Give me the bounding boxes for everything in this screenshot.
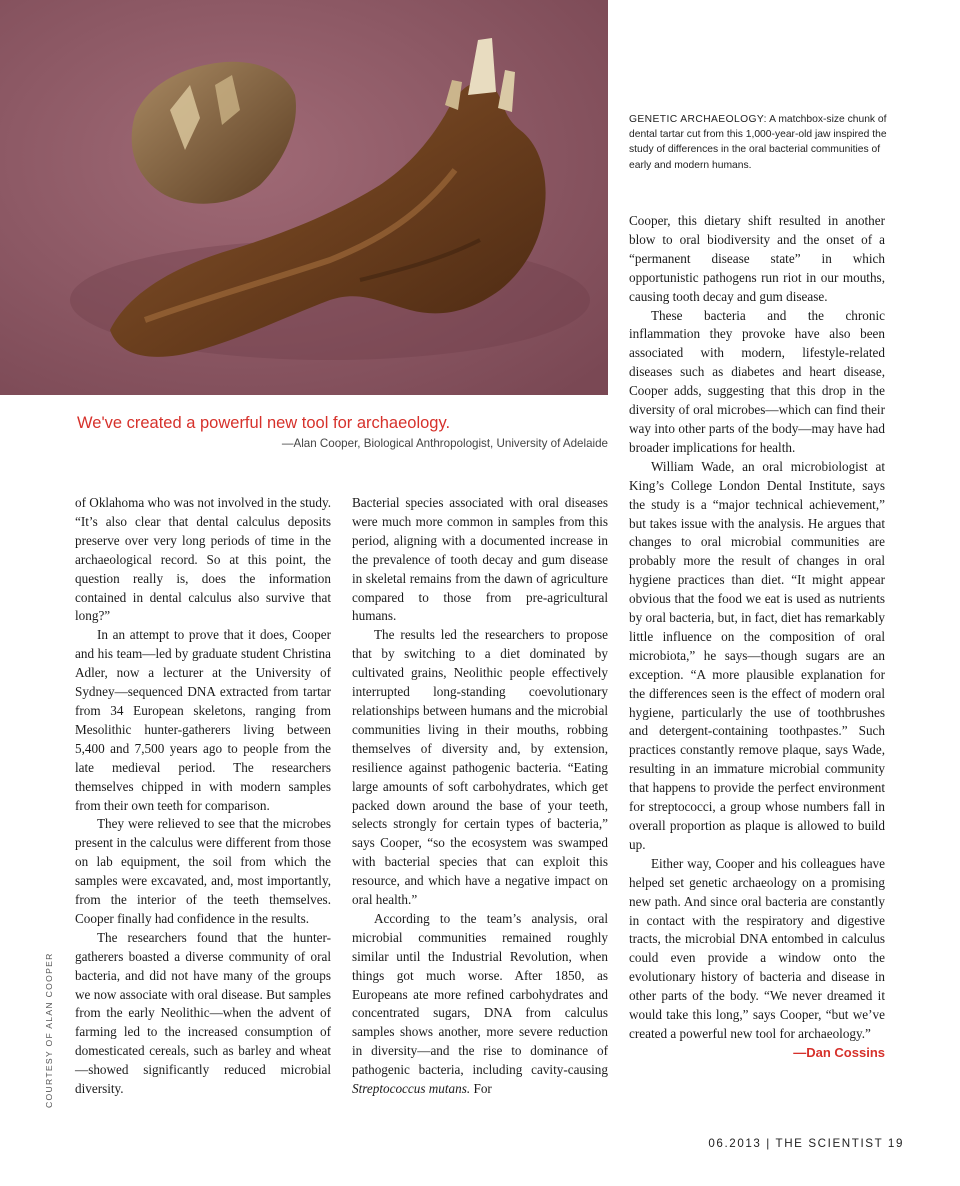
- paragraph: The results led the researchers to propose that by switching to a diet dominated by cultivated grains, Neolithic people effectively interrupted long-standing coevolutionary relationships between humans and the microbial communities living in their mouths, robbing themselves of diversity and, by extension, resilience against pathogenic bacteria. “Eating large amounts of soft carbohydrates, which get packed down around the base of your teeth, selects strongly for certain types of bacteria,” says Cooper, “so the ecosystem was swamped with bacterial species that can exploit this resource, and which have a negative impact on oral health.”: [352, 627, 608, 908]
- paragraph: Bacterial species associated with oral diseases were much more common in samples from this period, aligning with a documented increase in the prevalence of tooth decay and gum disease in skeletal remains from the dawn of agriculture compared to those from pre-agricultural humans.: [352, 495, 608, 624]
- paragraph: The researchers found that the hunter-gatherers boasted a diverse community of oral bacteria, and did not have many of the groups we now associate with oral disease. But samples from the early Neolithic—when the advent of farming led to the increased consumption of domesticated cereals, such as barley and wheat—showed significantly reduced microbial diversity.: [75, 929, 331, 1097]
- paragraph-text: According to the team’s analysis, oral microbial communities remained roughly similar until the Industrial Revolution, when things got much worse. After 1850, as Europeans ate more refined carbohydrates and concentrated sugars, DNA from calculus samples shows another, more severe reduction in diversity—and the rise to dominance of pathogenic bacteria, including cavity-causing: [352, 910, 608, 1078]
- author-byline: —Dan Cossins: [793, 1044, 885, 1060]
- photo-credit: COURTESY OF ALAN COOPER: [44, 952, 54, 1108]
- paragraph: [352, 910, 608, 1099]
- pull-quote: [77, 412, 608, 450]
- photo-caption: [629, 112, 904, 173]
- article-column-3: [629, 212, 885, 1063]
- pull-quote-attribution: —Alan Cooper, Biological Anthropologist, University of Adelaide: [281, 437, 608, 450]
- jawbone-photo: [0, 0, 608, 395]
- jawbone-photo-icon: [0, 0, 608, 395]
- pull-quote-text: We've created a powerful new tool for archaeology.: [77, 414, 451, 432]
- paragraph: William Wade, an oral microbiologist at King’s College London Dental Institute, says the study is a “major technical achievement,” but takes issue with the analysis. He argues that changes to oral microbial communities are probably more the result of changes in oral hygiene practices than diet. “It might appear obvious that the food we eat is used as nutrients by oral bacteria, but, in fact, diet has remarkably little influence on the composition of oral microbiota,” he says—though sugars are an exception. “A more plausible explanation for the differences seen is the effect of modern oral hygiene, particularly the use of toothbrushes and detergent-containing toothpastes.” Such practices constantly remove plaque, says Wade, resulting in an immature microbial community that happens to provide the perfect environment for streptococci, a group whose numbers fall in overall proportion as plaque is allowed to build up.: [629, 458, 885, 852]
- paragraph: In an attempt to prove that it does, Cooper and his team—led by graduate student Christina Adler, now a lecturer at the University of Sydney—sequenced DNA extracted from tartar from 34 European skeletons, ranging from Mesolithic hunter-gatherers living between 5,400 and 7,500 years ago to people from the late medieval period. The researchers themselves chipped in with modern samples from their own teeth for comparison.: [75, 627, 331, 813]
- paragraph: Cooper, this dietary shift resulted in another blow to oral biodiversity and the onset of a “permanent disease state” in which opportunistic pathogens run riot in our mouths, causing tooth decay and gum disease.: [629, 213, 885, 304]
- paragraph: They were relieved to see that the microbes present in the calculus were different from those on lab equipment, the soil from which the samples were excavated, and, most importantly, from the interior of the teeth themselves. Cooper finally had confidence in the results.: [75, 816, 331, 926]
- paragraph: These bacteria and the chronic inflammation they provoke have also been associated with modern, lifestyle-related diseases such as diabetes and heart disease, Cooper adds, suggesting that this drop in the diversity of oral microbes—which can find their way into other parts of the body—may have had broader implications for health.: [629, 307, 885, 455]
- page-folio: 06.2013 | THE SCIENTIST 19: [708, 1137, 904, 1150]
- species-name: Streptococcus mutans.: [352, 1081, 471, 1097]
- paragraph: Either way, Cooper and his colleagues have helped set genetic archaeology on a promising new path. And since oral bacteria are constantly in contact with the respiratory and digestive tracts, the microbial DNA entombed in calculus could even provide a window onto the evolutionary history of bacteria and disease in other parts of the body. “We never dreamed it would take this long,” says Cooper, “but we’ve created a powerful new tool for archaeology.”: [629, 855, 885, 1041]
- article-column-1: [75, 494, 331, 1099]
- paragraph: of Oklahoma who was not involved in the study. “It’s also clear that dental calculus deposits preserve over very long periods of time in the archaeological record. So at this point, the question really is, does the information contained in dental calculus also survive that long?”: [75, 495, 331, 624]
- caption-text: A matchbox-size chunk of dental tartar cut from this 1,000-year-old jaw inspired the study of differences in the oral bacterial communities of early and modern humans.: [629, 114, 887, 171]
- caption-lead: GENETIC ARCHAEOLOGY:: [629, 114, 767, 125]
- article-column-2: [352, 494, 608, 1099]
- paragraph-tail: For: [470, 1081, 492, 1097]
